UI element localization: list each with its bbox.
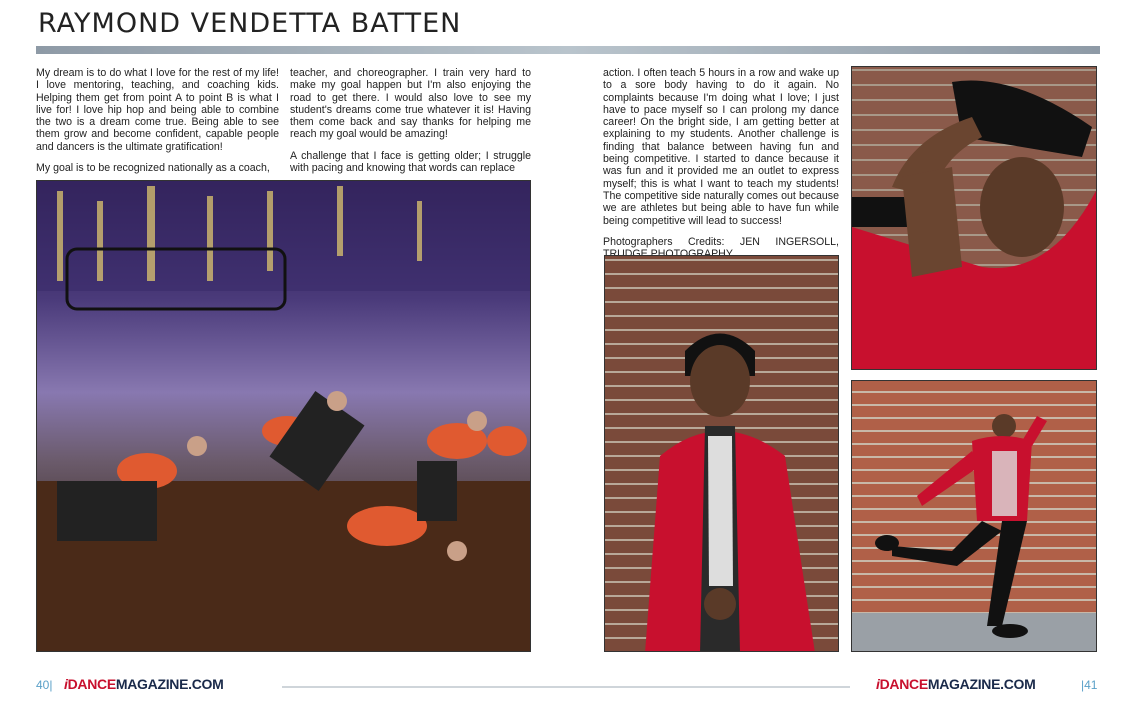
paragraph: action. I often teach 5 hours in a row and wake up to a sore body having to do it again. No complaints because I'm doing what I love; I just have to pace myself so I can prolong my dance career! On the bright side, I am getting better at explaining to my students. Another challenge is finding that balance between having fun and being competitive. I started to dance because it was fun and it provided me an outlet to express myself; this is what I want to teach my students! The competitive side naturally comes out because we are athletes but being able to have fun while being competitive will lead to success! [603, 67, 839, 227]
article-column-3 [603, 67, 839, 269]
page-number-left: 40| [36, 678, 53, 692]
portrait-illustration [605, 256, 839, 652]
portrait-smiling-photo [604, 255, 839, 652]
hand-pose-illustration [852, 67, 1097, 370]
kick-pose-photo [851, 380, 1097, 652]
article-column-1 [36, 67, 279, 183]
magazine-logo: iDANCEMAGAZINE.COM [876, 676, 1036, 692]
paragraph: My dream is to do what I love for the rest of my life! I love mentoring, teaching, and coaching kids. Helping them get from point A to point B is what I live for! I love hip hop and being able to combine the two is a dream come true. Being able to see them grow and become confident, capable people and dancers is the ultimate gratification! [36, 67, 279, 153]
footer-divider-left [282, 686, 566, 688]
magazine-logo: iDANCEMAGAZINE.COM [64, 676, 224, 692]
paragraph: teacher, and choreographer. I train very hard to make my goal happen but I'm also enjoying the road to get there. I would also love to see my student's dreams come true whatever it is! Having them come back and say thanks for helping me reach my goal would be amazing! [290, 67, 531, 141]
page-title: RAYMOND VENDETTA BATTEN [38, 8, 462, 39]
title-divider [36, 46, 1100, 54]
page-number-right: |41 [1081, 678, 1098, 692]
photo-credits: Photographers Credits: JEN INGERSOLL, [603, 235, 839, 248]
paragraph: My goal is to be recognized nationally as a coach, [36, 162, 270, 175]
kick-pose-illustration [852, 381, 1097, 652]
paragraph: A challenge that I face is getting older; I struggle with pacing and knowing that words can replace [290, 149, 531, 175]
stage-performance-photo [36, 180, 531, 652]
article-column-2 [290, 67, 531, 183]
hand-pose-photo [851, 66, 1097, 370]
stage-scene-illustration [37, 181, 531, 652]
footer-divider-right [566, 686, 850, 688]
